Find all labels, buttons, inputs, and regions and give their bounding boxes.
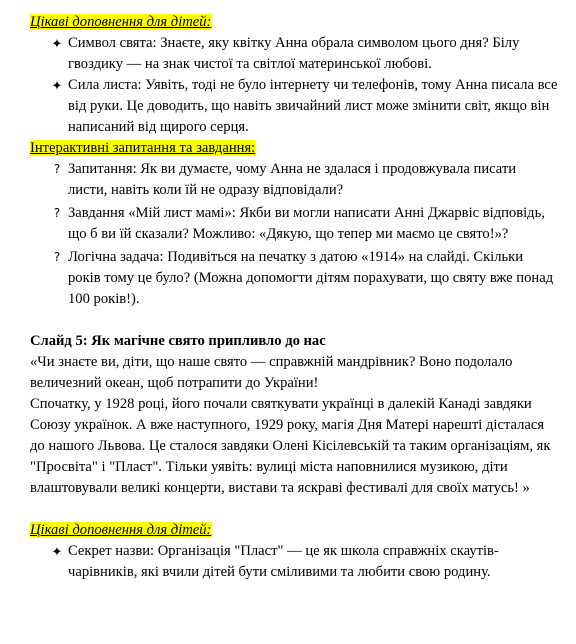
list-item: ✦ Символ свята: Знаєте, яку квітку Анна обрала символом цього дня? Білу гвоздику — на знак чистої та світлої материнської любові. [51, 35, 520, 72]
question-bullet-icon: ? [53, 206, 61, 220]
fun-facts-list [30, 33, 558, 138]
list-item: ✦ Сила листа: Уявіть, тоді не було інтернету чи телефонів, тому Анна писала все від руки. Це доводить, що навіть звичайний лист може змінити світ, якщо він написаний від щирого серця. [51, 77, 558, 135]
star-bullet-icon: ✦ [51, 78, 63, 93]
section-header-fun-facts: Цікаві доповнення для дітей: [30, 14, 212, 30]
list-item: ✦ Секрет назви: Організація "Пласт" — це як школа справжніх скаутів-чарівників, які вчили дітей бути сміливими та любити свою родину. [51, 543, 499, 580]
slide-quote: «Чи знаєте ви, діти, що наше свято — справжній мандрівник? Воно подолало величезний океан, щоб потрапити до України! [30, 354, 513, 391]
slide-title: Слайд 5: Як магічне свято припливло до нас [30, 333, 326, 349]
list-item: ? Завдання «Мій лист мамі»: Якби ви могли написати Анні Джарвіс відповідь, що б ви їй сказали? Можливо: «Дякую, що тепер ми маємо це свято!»? [30, 203, 558, 245]
star-bullet-icon: ✦ [51, 36, 63, 51]
questions-list [30, 159, 558, 310]
section-header-interactive: Інтерактивні запитання та завдання: [30, 140, 256, 156]
list-item: ? Запитання: Як ви думаєте, чому Анна не здалася і продовжувала писати листи, навіть коли їй не одразу відповідали? [30, 159, 558, 201]
question-bullet-icon: ? [53, 250, 61, 264]
star-bullet-icon: ✦ [51, 544, 63, 559]
question-bullet-icon: ? [53, 162, 61, 176]
list-item: ? Логічна задача: Подивіться на печатку з датою «1914» на слайді. Скільки років тому це було? (Можна допомогти дітям порахувати, що святу вже понад 100 років!). [30, 247, 558, 310]
slide-body: Спочатку, у 1928 році, його почали святкувати українці в далекій Канаді завдяки Союзу українок. А вже наступного, 1929 року, магія Дня Матері нарешті дісталася до нашого Львова. Це сталося завдяки Олені Кісілевській та таким організаціям, як "Просвіта" і "Пласт". Тільки уявіть: вулиці міста наповнилися музикою, діти влаштовували великі концерти, вистави та яскраві фестивалі для своїх матусь! » [30, 396, 551, 496]
fun-facts-list [30, 541, 558, 583]
section-header-fun-facts: Цікаві доповнення для дітей: [30, 522, 212, 538]
